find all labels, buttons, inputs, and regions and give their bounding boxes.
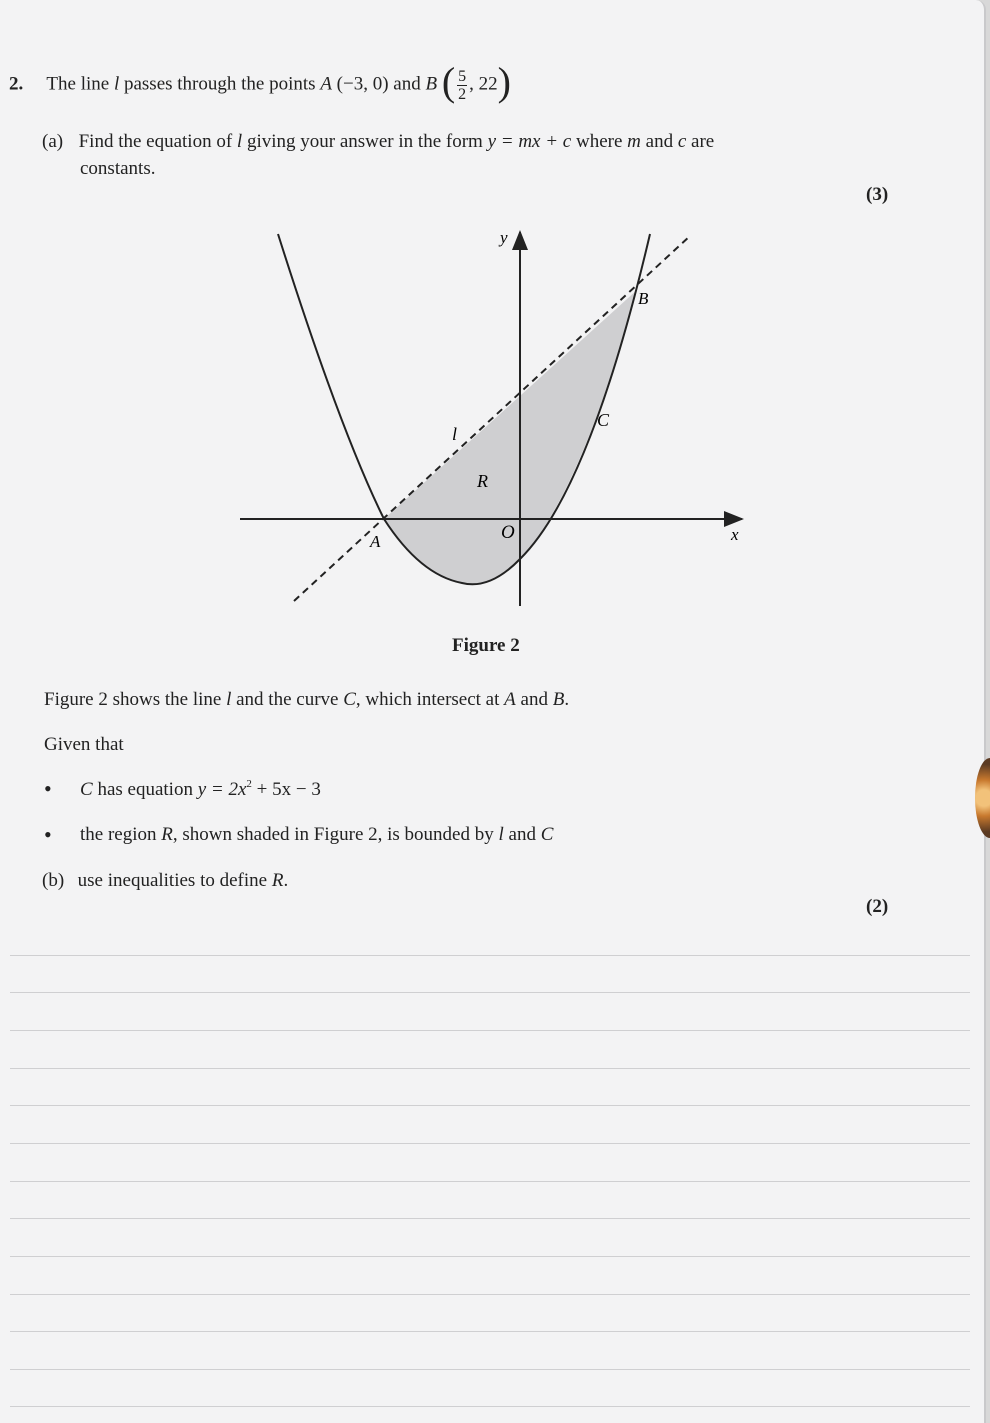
line-symbol: l <box>226 689 232 710</box>
fraction-numerator: 5 <box>458 67 467 85</box>
answer-line <box>10 1369 970 1370</box>
equation-part: y = 2x <box>197 779 247 800</box>
part-b <box>42 869 288 893</box>
answer-line <box>10 1294 970 1295</box>
origin-label: O <box>501 522 515 543</box>
answer-line <box>10 1181 970 1182</box>
description-text: . <box>564 689 570 710</box>
point-a-symbol: A <box>504 689 516 710</box>
part-b-text: use inequalities to define <box>77 870 272 891</box>
line-symbol: l <box>498 824 504 845</box>
answer-line <box>10 992 970 993</box>
figure-description <box>44 688 569 712</box>
stem-text: The line <box>46 73 114 95</box>
right-paren: ) <box>497 59 511 104</box>
part-b-label: (b) <box>42 870 65 891</box>
given-bullet-2 <box>80 823 553 847</box>
answer-line <box>10 1256 970 1257</box>
c-symbol: c <box>677 131 687 152</box>
region-symbol: R <box>161 824 173 845</box>
fraction <box>457 68 467 103</box>
part-b-text: . <box>283 870 289 891</box>
answer-line <box>10 1068 970 1069</box>
figure-2 <box>0 220 990 640</box>
region-symbol: R <box>271 870 284 891</box>
point-b-symbol: B <box>425 73 438 95</box>
answer-line <box>10 1331 970 1332</box>
bullet-text: the region <box>80 824 162 845</box>
equation-part: + 5x − 3 <box>251 779 321 800</box>
given-heading: Given that <box>44 734 124 755</box>
answer-line <box>10 1406 970 1407</box>
part-a-text: are <box>686 131 715 152</box>
point-b-y: , 22 <box>469 73 498 95</box>
left-paren: ( <box>441 59 456 104</box>
part-a-text: where <box>571 131 628 152</box>
question-number: 2. <box>9 73 24 95</box>
bullet-dot: • <box>44 776 52 801</box>
point-a-symbol: A <box>320 73 332 95</box>
bullet-text: has equation <box>92 779 198 800</box>
y-axis-label: y <box>500 228 508 247</box>
fraction-denominator: 2 <box>458 85 467 103</box>
part-a-marks: (3) <box>866 184 889 205</box>
answer-line <box>10 1143 970 1144</box>
figure-caption: Figure 2 <box>452 635 520 656</box>
point-b-label: B <box>638 289 649 308</box>
point-b-symbol: B <box>552 689 565 710</box>
region-r-label: R <box>477 471 488 491</box>
m-symbol: m <box>627 131 641 152</box>
curve-symbol: C <box>343 689 356 710</box>
description-text: and the curve <box>231 689 344 710</box>
point-a-label: A <box>370 532 381 551</box>
curve-symbol: C <box>80 779 93 800</box>
answer-line <box>10 955 970 956</box>
line-l-label: l <box>452 424 458 444</box>
exponent: 2 <box>246 778 252 790</box>
description-text: and <box>515 689 553 710</box>
part-b-marks: (2) <box>866 896 889 917</box>
point-a-coords: (−3, 0) and <box>331 73 426 95</box>
answer-line <box>10 1030 970 1031</box>
part-a-text: giving your answer in the form <box>242 131 488 152</box>
curve-symbol: C <box>540 824 554 845</box>
bullet-text: and <box>503 824 541 845</box>
curve-c-label: C <box>597 410 610 430</box>
part-a-label: (a) <box>42 131 64 152</box>
part-a-text: and <box>640 131 678 152</box>
part-a-line-1 <box>42 130 714 154</box>
bullet-text: , shown shaded in Figure 2, is bounded by <box>172 824 499 845</box>
x-axis-label: x <box>731 525 739 544</box>
part-a-line-2: constants. <box>80 158 156 179</box>
equation-form: y = mx + c <box>487 131 572 152</box>
question-stem <box>9 59 511 105</box>
part-a-text: Find the equation of <box>78 131 237 152</box>
stem-text: passes through the points <box>119 73 321 95</box>
description-text: , which intersect at <box>355 689 505 710</box>
bullet-dot: • <box>44 822 52 847</box>
given-bullet-1 <box>80 778 321 804</box>
description-text: Figure 2 shows the line <box>44 689 227 710</box>
line-symbol: l <box>113 73 120 95</box>
answer-line <box>10 1105 970 1106</box>
line-symbol: l <box>236 131 243 152</box>
answer-line <box>10 1218 970 1219</box>
